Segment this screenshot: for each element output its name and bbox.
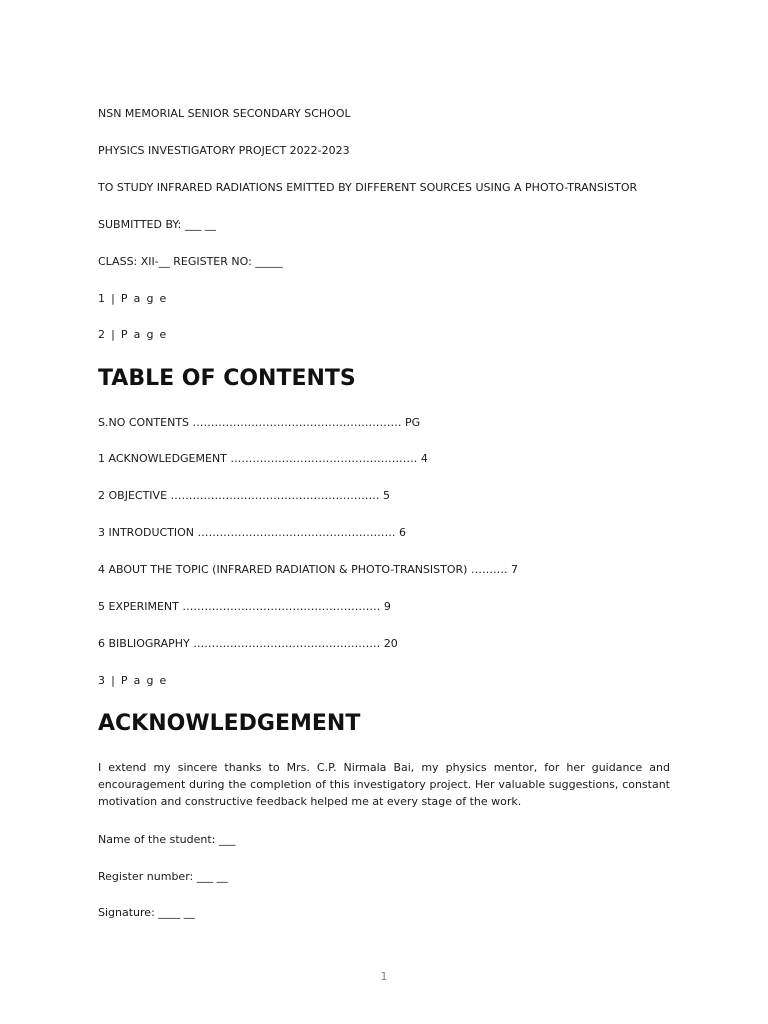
toc-entry: 3 INTRODUCTION ……………………………………………… 6 xyxy=(98,526,407,539)
toc-entry: 4 ABOUT THE TOPIC (INFRARED RADIATION & PHOTO-TRANSISTOR) ………. 7 xyxy=(98,563,518,576)
toc-entry: 5 EXPERIMENT ……………………………………………… 9 xyxy=(98,600,391,613)
page-number: 1 xyxy=(380,970,388,983)
project-topic: TO STUDY INFRARED RADIATIONS EMITTED BY DIFFERENT SOURCES USING A PHOTO-TRANSISTOR xyxy=(98,181,638,194)
acknowledgement-body: I extend my sincere thanks to Mrs. C.P. Nirmala Bai, my physics mentor, for her guidance and encouragement during the completion of this investigatory project. Her valuable suggestions, constant motivation and constructive feedback helped me at every stage of the work. xyxy=(98,761,670,808)
toc-entry: S.NO CONTENTS ………………………………………………… PG xyxy=(98,416,421,429)
project-title: PHYSICS INVESTIGATORY PROJECT 2022-2023 xyxy=(98,144,350,157)
page-label-2: 2 | P a g e xyxy=(98,328,168,341)
toc-entry: 2 OBJECTIVE ………………………………………………… 5 xyxy=(98,489,391,502)
acknowledgement-heading: ACKNOWLEDGEMENT xyxy=(98,711,361,736)
page-label-3: 3 | P a g e xyxy=(98,674,168,687)
toc-entry: 6 BIBLIOGRAPHY …………………………………………… 20 xyxy=(98,637,398,650)
signature-line: Signature: ____ __ xyxy=(98,906,195,919)
toc-heading: TABLE OF CONTENTS xyxy=(98,366,356,391)
student-name-line: Name of the student: ___ xyxy=(98,833,236,846)
page-label-1: 1 | P a g e xyxy=(98,292,168,305)
register-number-line: Register number: ___ __ xyxy=(98,870,228,883)
submitted-by: SUBMITTED BY: ___ __ xyxy=(98,218,216,231)
class-register: CLASS: XII-__ REGISTER NO: _____ xyxy=(98,255,283,268)
toc-entry: 1 ACKNOWLEDGEMENT …………………………………………… 4 xyxy=(98,452,428,465)
school-name: NSN MEMORIAL SENIOR SECONDARY SCHOOL xyxy=(98,107,351,120)
